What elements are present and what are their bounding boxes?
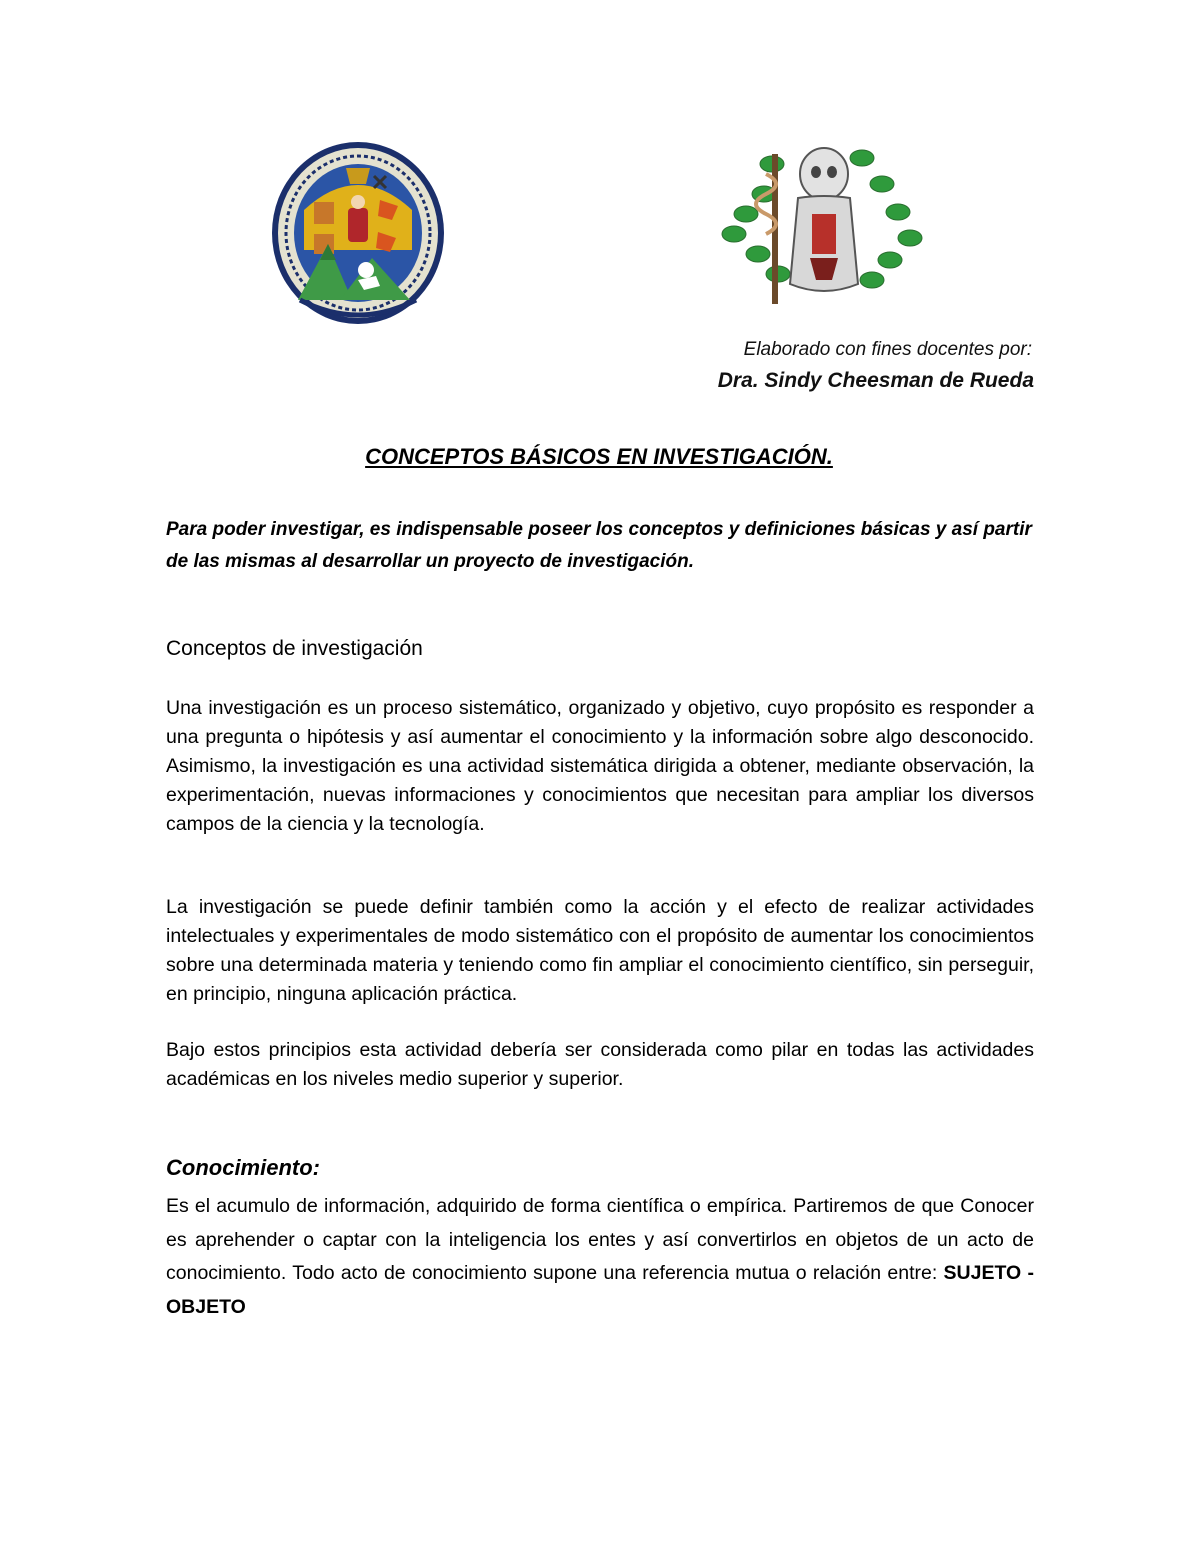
- subject-object-emphasis: SUJETO - OBJETO: [166, 1262, 1034, 1318]
- paragraph-3: Bajo estos principios esta actividad debería ser considerada como pilar en todas las actividades académicas en los niveles medio superior y superior.: [166, 1039, 1034, 1090]
- author-name: Dra. Sindy Cheesman de Rueda: [717, 369, 1034, 392]
- section-heading-conocimiento: Conocimiento:: [166, 1155, 320, 1180]
- document-title: CONCEPTOS BÁSICOS EN INVESTIGACIÓN.: [365, 444, 833, 469]
- paragraph-1: Una investigación es un proceso sistemático, organizado y objetivo, cuyo propósito es responder a una pregunta o hipótesis y así aumentar el conocimiento y la información sobre algo desconocido. Asimismo, la investigación es una actividad sistemática dirigida a obtener, mediante observación, la experimentación, nuevas informaciones y conocimientos que necesitan para ampliar los diversos campos de la ciencia y la tecnología.: [166, 697, 1034, 835]
- paragraph-4: [166, 1190, 1034, 1324]
- credit-line: Elaborado con fines docentes por:: [743, 339, 1032, 360]
- paragraph-4-text: Es el acumulo de información, adquirido de forma científica o empírica. Partiremos de que Conocer es aprehender o captar con la inteligencia los entes y así convertirlos en objetos de un acto de conocimiento. Todo acto de conocimiento supone una referencia mutua o relación entre:: [166, 1195, 1034, 1284]
- section-heading-conceptos: Conceptos de investigación: [166, 637, 423, 660]
- paragraph-2: La investigación se puede definir también como la acción y el efecto de realizar actividades intelectuales y experimentales de modo sistemático con el propósito de aumentar los conocimientos sobre una determinada materia y teniendo como fin ampliar el conocimiento científico, sin perseguir, en principio, ninguna aplicación práctica.: [166, 896, 1034, 1005]
- intro-paragraph: Para poder investigar, es indispensable poseer los conceptos y definiciones básicas y así partir de las mismas al desarrollar un proyecto de investigación.: [166, 519, 1032, 572]
- university-seal-icon: [270, 140, 446, 326]
- medical-faculty-emblem-icon: [712, 134, 934, 314]
